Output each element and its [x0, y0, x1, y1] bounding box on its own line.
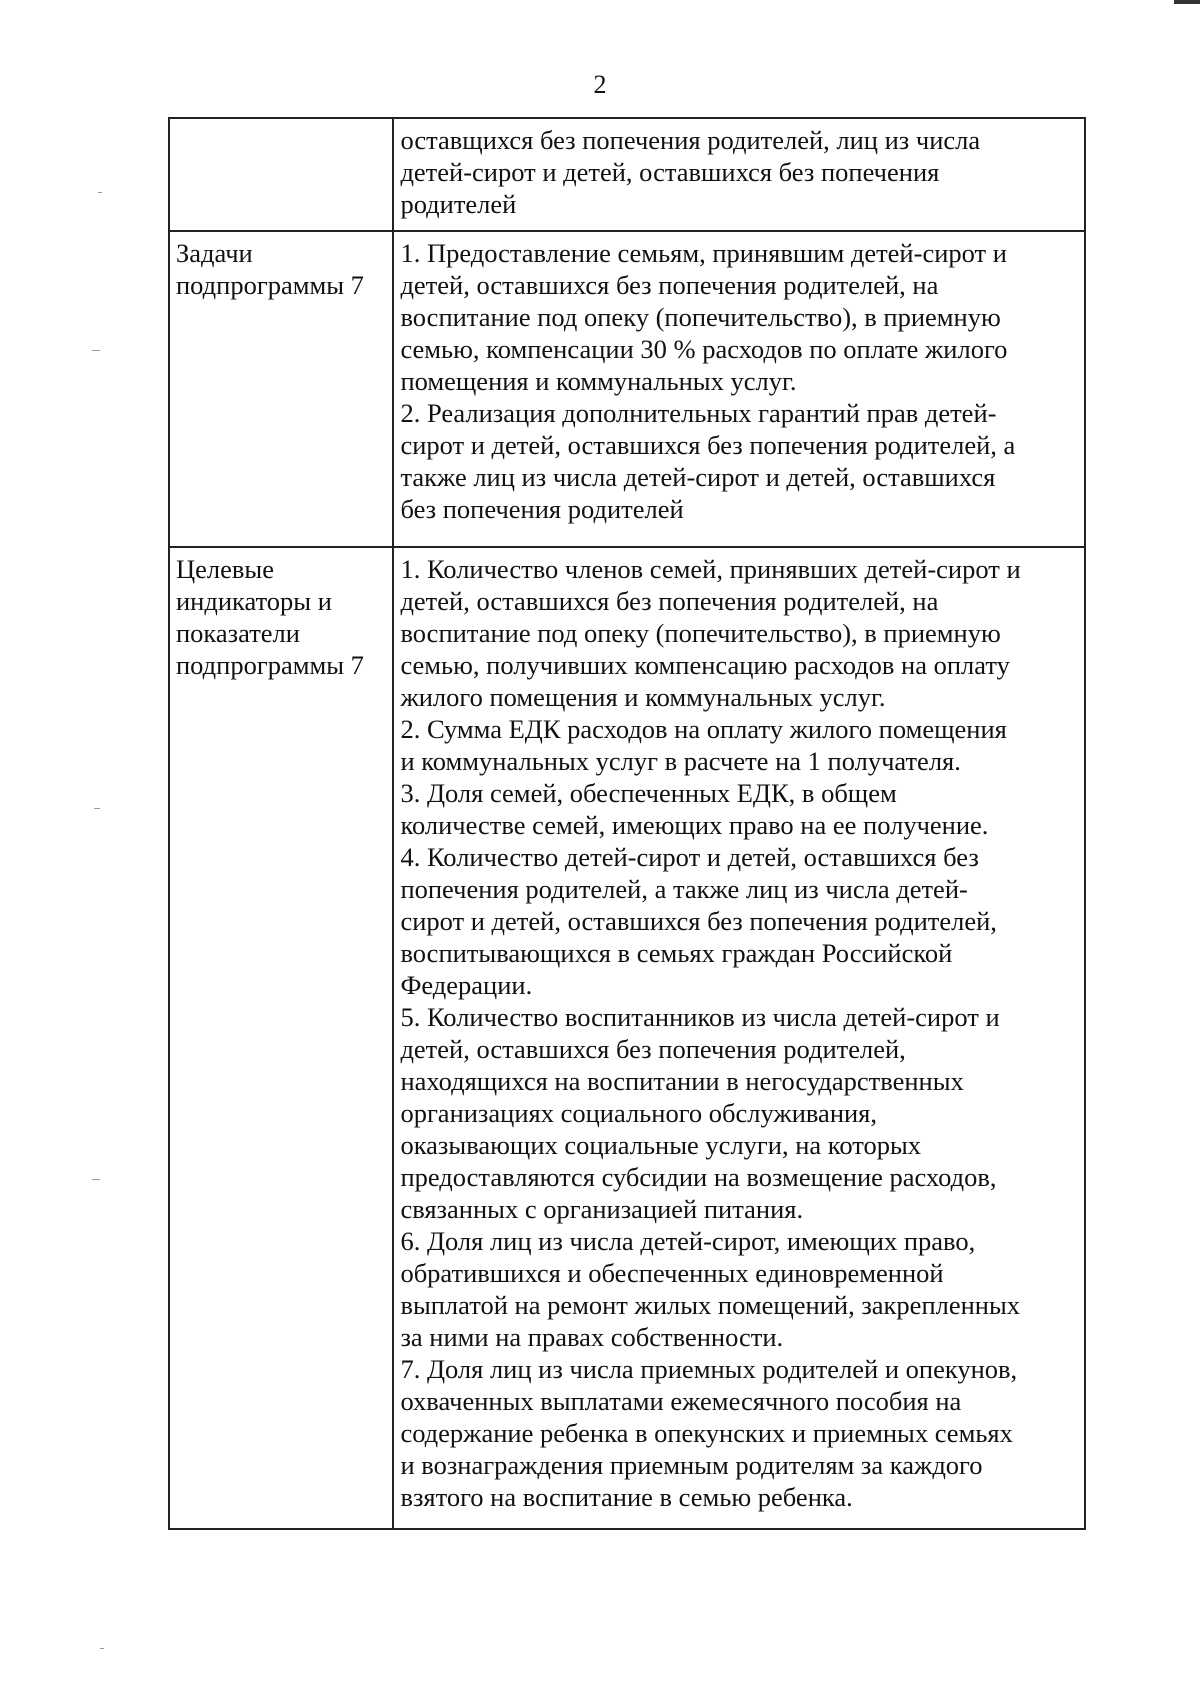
row-content-line: детей, оставшихся без попечения родителей, на	[400, 586, 939, 616]
row-content-line: находящихся на воспитании в негосударственных	[400, 1066, 964, 1096]
row-content-line: сирот и детей, оставшихся без попечения родителей,	[400, 906, 997, 936]
row-label-cell	[169, 118, 393, 231]
row-content-line: охваченных выплатами ежемесячного пособия на	[400, 1386, 962, 1416]
row-content-line: 2. Сумма ЕДК расходов на оплату жилого помещения	[400, 714, 1007, 744]
row-content-line: воспитание под опеку (попечительство), в приемную	[400, 618, 1001, 648]
row-content-line: за ними на правах собственности.	[400, 1322, 784, 1352]
row-content-line: родителей	[400, 189, 517, 219]
row-content-line: взятого на воспитание в семью ребенка.	[400, 1482, 853, 1512]
row-label-cell	[169, 547, 393, 1529]
table-row	[169, 118, 1085, 231]
row-label-cell	[169, 231, 393, 547]
row-content-line: детей-сирот и детей, оставшихся без попечения	[400, 157, 940, 187]
row-label-line: Целевые	[176, 554, 274, 584]
row-content-line: 3. Доля семей, обеспеченных ЕДК, в общем	[400, 778, 897, 808]
row-content-line: связанных с организацией питания.	[400, 1194, 804, 1224]
row-content-line: количестве семей, имеющих право на ее получение.	[400, 810, 989, 840]
scan-edge-mark	[1174, 0, 1200, 4]
row-content-line: выплатой на ремонт жилых помещений, закрепленных	[400, 1290, 1021, 1320]
row-content-line: семью, получивших компенсацию расходов на оплату	[400, 650, 1010, 680]
row-content-line: 2. Реализация дополнительных гарантий прав детей-	[400, 398, 997, 428]
scan-speck	[94, 808, 100, 809]
row-content-line: оказывающих социальные услуги, на которых	[400, 1130, 922, 1160]
row-content-line: 6. Доля лиц из числа детей-сирот, имеющих право,	[400, 1226, 976, 1256]
row-content-line: Федерации.	[400, 970, 533, 1000]
row-content-line: детей, оставшихся без попечения родителей, на	[400, 270, 939, 300]
row-content-line: семью, компенсации 30 % расходов по оплате жилого	[400, 334, 1008, 364]
row-content-cell	[393, 118, 1085, 231]
program-table	[168, 117, 1086, 1530]
row-content-line: детей, оставшихся без попечения родителей,	[400, 1034, 906, 1064]
row-content-line: сирот и детей, оставшихся без попечения родителей, а	[400, 430, 1016, 460]
row-label-line: подпрограммы 7	[176, 270, 364, 300]
row-content-line: обратившихся и обеспеченных единовременной	[400, 1258, 944, 1288]
row-content-cell	[393, 231, 1085, 547]
scan-speck	[100, 1648, 104, 1649]
row-label-line: Задачи	[176, 238, 253, 268]
row-content-line: жилого помещения и коммунальных услуг.	[400, 682, 886, 712]
row-content-line: 4. Количество детей-сирот и детей, оставшихся без	[400, 842, 979, 872]
row-content-line: оставщихся без попечения родителей, лиц из числа	[400, 125, 981, 155]
scan-speck	[92, 350, 100, 351]
row-content-line: 1. Предоставление семьям, принявшим детей-сирот и	[400, 238, 1007, 268]
scan-speck	[98, 192, 102, 193]
row-content-line: воспитание под опеку (попечительство), в приемную	[400, 302, 1001, 332]
row-content-line: 5. Количество воспитанников из числа детей-сирот и	[400, 1002, 1000, 1032]
row-content-line: и коммунальных услуг в расчете на 1 получателя.	[400, 746, 961, 776]
row-content-cell	[393, 547, 1085, 1529]
table-row	[169, 547, 1085, 1529]
row-content-line: воспитывающихся в семьях граждан Российской	[400, 938, 953, 968]
row-content-line: содержание ребенка в опекунских и приемных семьях	[400, 1418, 1013, 1448]
row-content-line: без попечения родителей	[400, 494, 684, 524]
row-content-line: также лиц из числа детей-сирот и детей, оставшихся	[400, 462, 996, 492]
row-content-line: 1. Количество членов семей, принявших детей-сирот и	[400, 554, 1021, 584]
row-label-line: индикаторы и	[176, 586, 332, 616]
row-label-line: показатели	[176, 618, 300, 648]
row-content-line: организациях социального обслуживания,	[400, 1098, 877, 1128]
row-label-line: подпрограммы 7	[176, 650, 364, 680]
row-content-line: 7. Доля лиц из числа приемных родителей и опекунов,	[400, 1354, 1018, 1384]
table-row	[169, 231, 1085, 547]
row-content-line: и вознаграждения приемным родителям за каждого	[400, 1450, 983, 1480]
row-content-line: помещения и коммунальных услуг.	[400, 366, 797, 396]
row-content-line: предоставляются субсидии на возмещение расходов,	[400, 1162, 997, 1192]
scan-speck	[92, 1179, 100, 1180]
row-content-line: попечения родителей, а также лиц из числа детей-	[400, 874, 968, 904]
page-number: 2	[593, 70, 607, 99]
